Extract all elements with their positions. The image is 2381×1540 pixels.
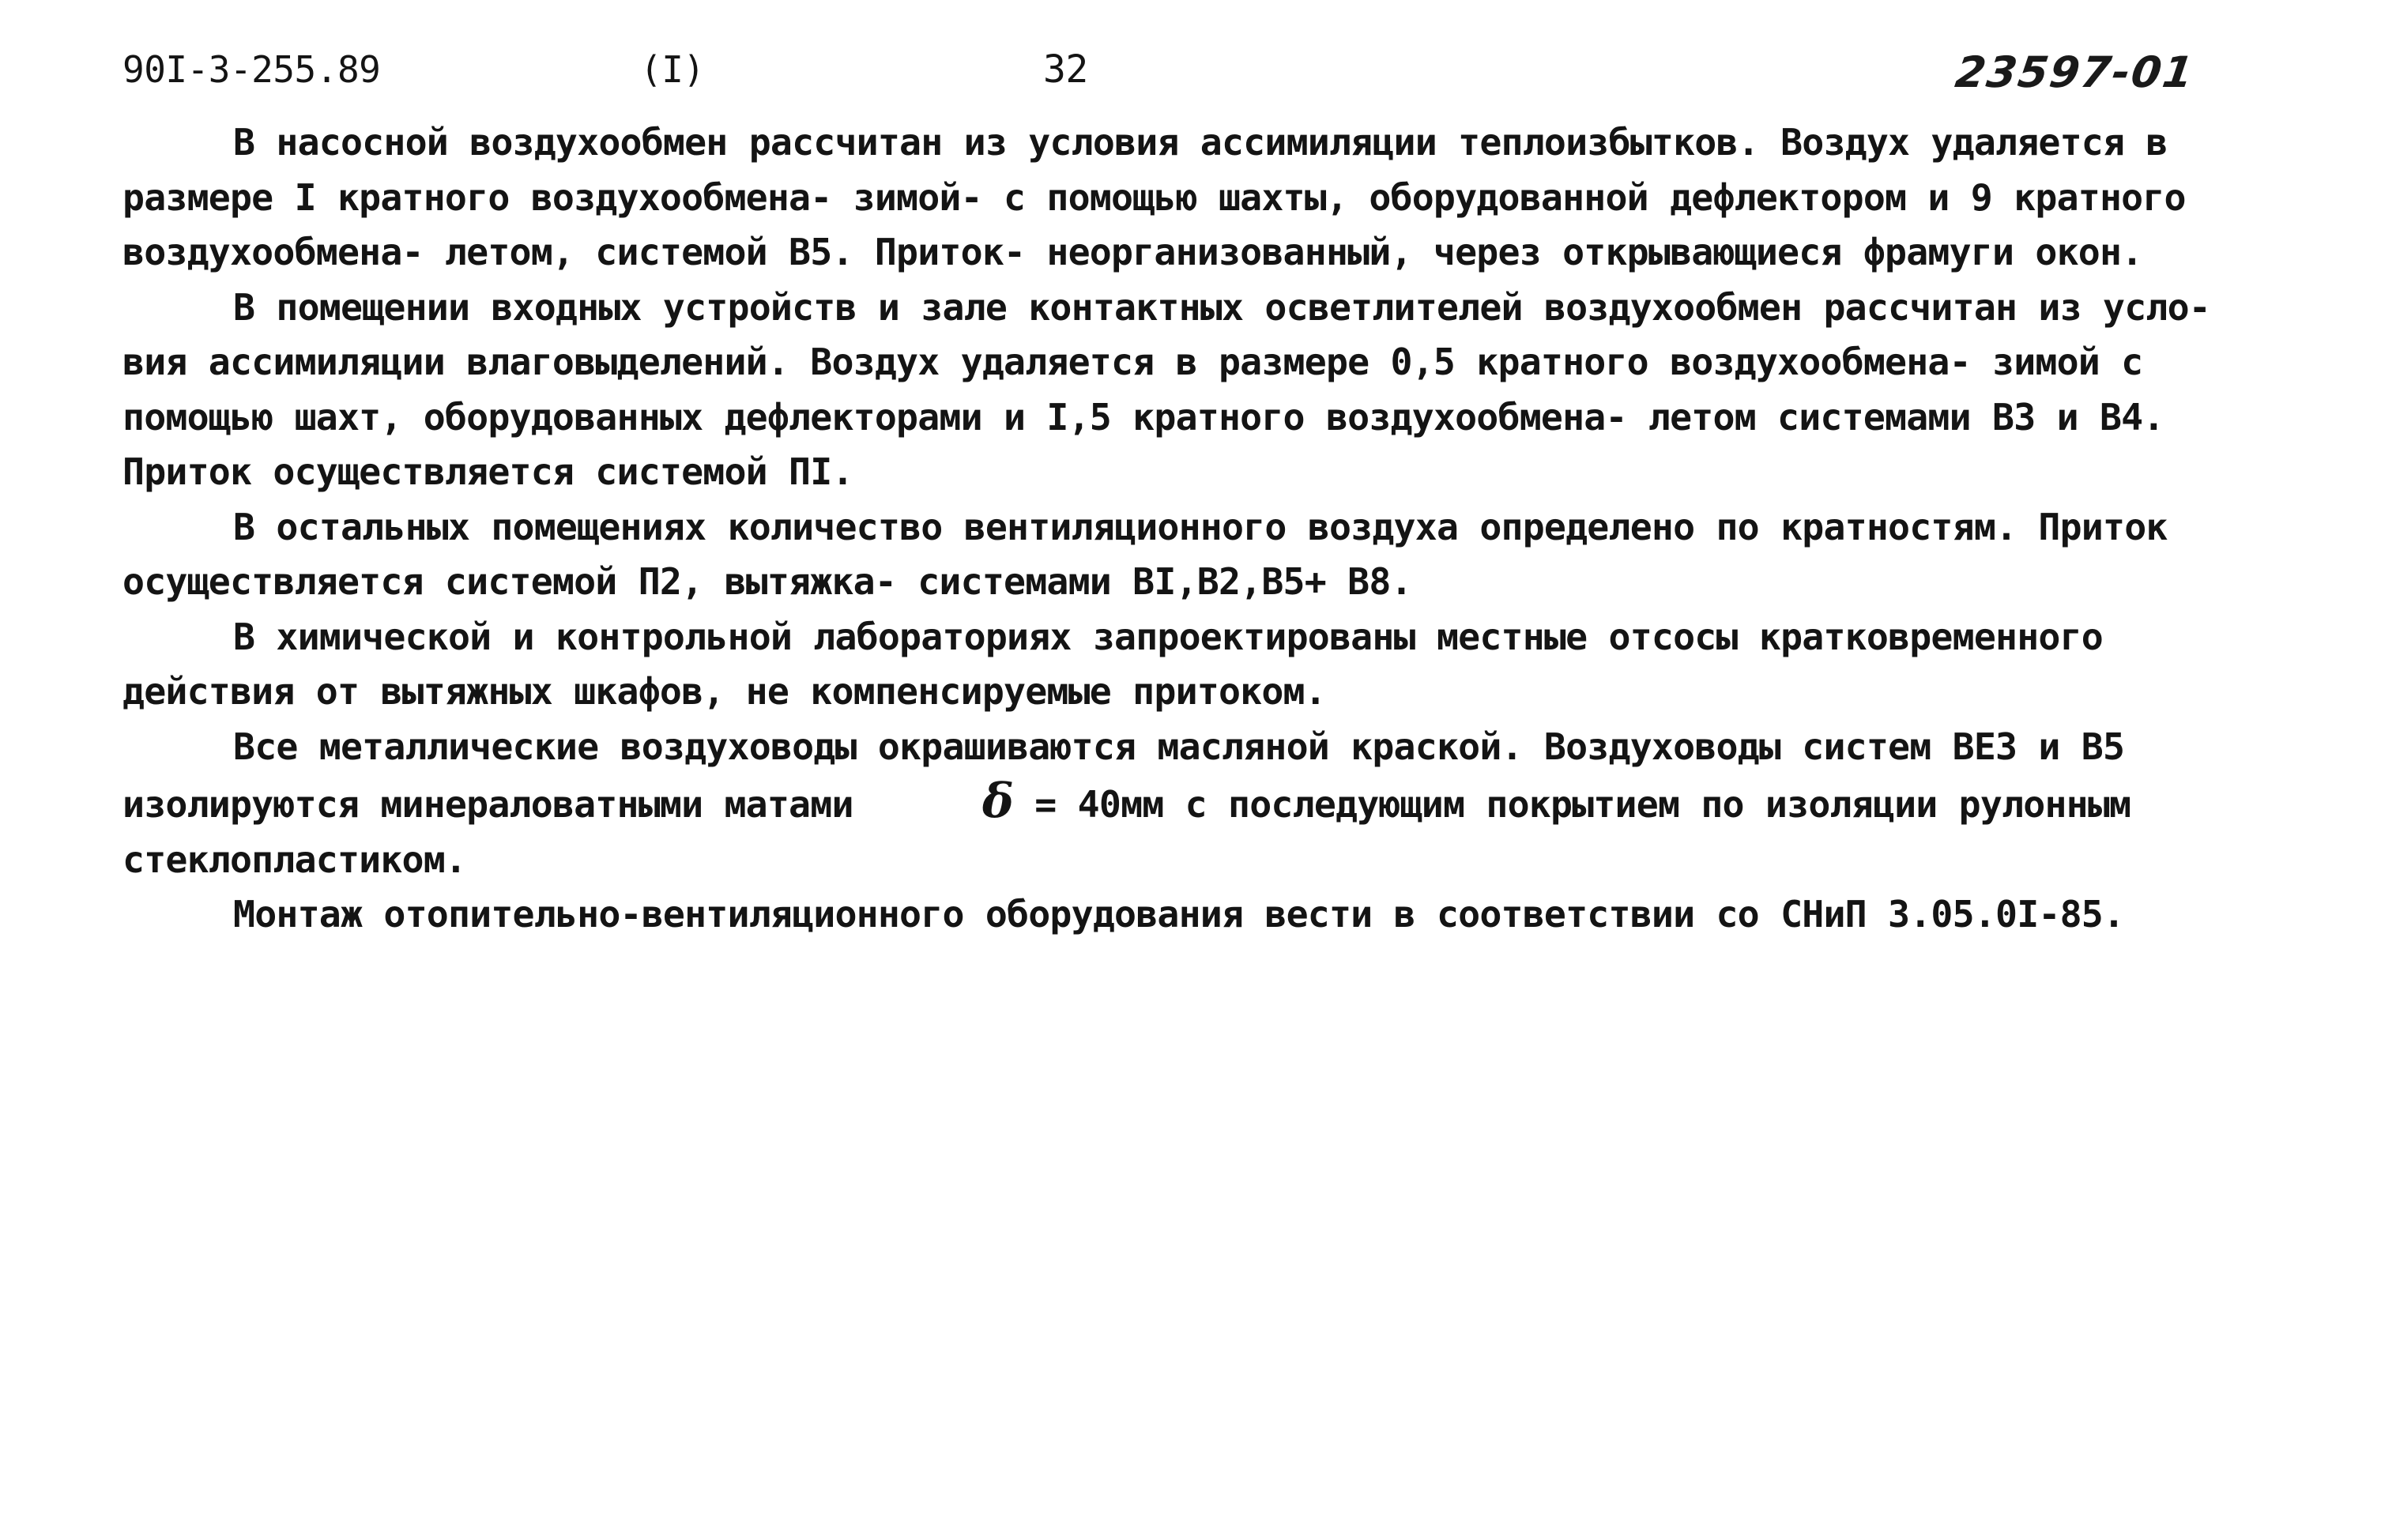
- text-line: В остальных помещениях количество вентиляционного воздуха определено по кратностям. Приток: [233, 505, 2168, 548]
- body-text: [122, 115, 2288, 943]
- text-line: В насосной воздухообмен рассчитан из условия ассимиляции теплоизбытков. Воздух удаляется в: [233, 121, 2168, 164]
- paragraph-pump-station-ventilation: [122, 115, 2288, 281]
- text-line: вия ассимиляции влаговыделений. Воздух удаляется в размере 0,5 кратного воздухообмена- зимой с: [122, 341, 2143, 383]
- text-line: помощью шахт, оборудованных дефлекторами и I,5 кратного воздухообмена- летом системами В3 и В4.: [122, 395, 2164, 439]
- paragraph-installation-standard: [122, 887, 2288, 943]
- text-line: Монтаж отопительно-вентиляционного оборудования вести в соответствии со СНиП 3.05.0I-85.: [233, 893, 2125, 936]
- text-line: осуществляется системой П2, вытяжка- системами ВI,В2,В5+ В8.: [122, 560, 1412, 603]
- delta-thickness-symbol: δ: [981, 774, 1014, 829]
- section-number: (I): [640, 48, 705, 91]
- paragraph-laboratory-exhaust: [122, 610, 2288, 720]
- text-line-with-thickness: [122, 774, 2288, 833]
- text-line: действия от вытяжных шкафов, не компенсируемые притоком.: [122, 670, 1326, 713]
- insulation-thickness-text: = 40мм с последующим покрытием по изоляции рулонным: [1034, 783, 2131, 826]
- text-line: размере I кратного воздухообмена- зимой- с помощью шахты, оборудованной дефлектором и 9 кратного: [122, 175, 2186, 219]
- page-number: 32: [1043, 47, 1088, 92]
- paragraph-inlet-devices-ventilation: [122, 281, 2288, 500]
- handwritten-archive-number: 23597-01: [1952, 47, 2198, 97]
- text-line: В химической и контрольной лабораториях запроектированы местные отсосы кратковременного: [233, 615, 2103, 658]
- insulation-text: изолируются минераловатными матами: [122, 783, 853, 826]
- paragraph-other-rooms-ventilation: [122, 500, 2288, 610]
- document-code: 90I-3-255.89: [122, 48, 381, 91]
- text-line: Все металлические воздуховоды окрашиваются масляной краской. Воздуховоды систем ВЕ3 и В5: [233, 725, 2125, 768]
- paragraph-duct-insulation: [122, 720, 2288, 888]
- text-line: воздухообмена- летом, системой В5. Приток- неорганизованный, через открывающиеся фрамуги окон.: [122, 231, 2143, 273]
- text-line: Приток осуществляется системой ПI.: [122, 450, 853, 493]
- text-line: стеклопластиком.: [122, 838, 467, 881]
- text-line: В помещении входных устройств и зале контактных осветлителей воздухообмен рассчитан из усло-: [233, 285, 2210, 329]
